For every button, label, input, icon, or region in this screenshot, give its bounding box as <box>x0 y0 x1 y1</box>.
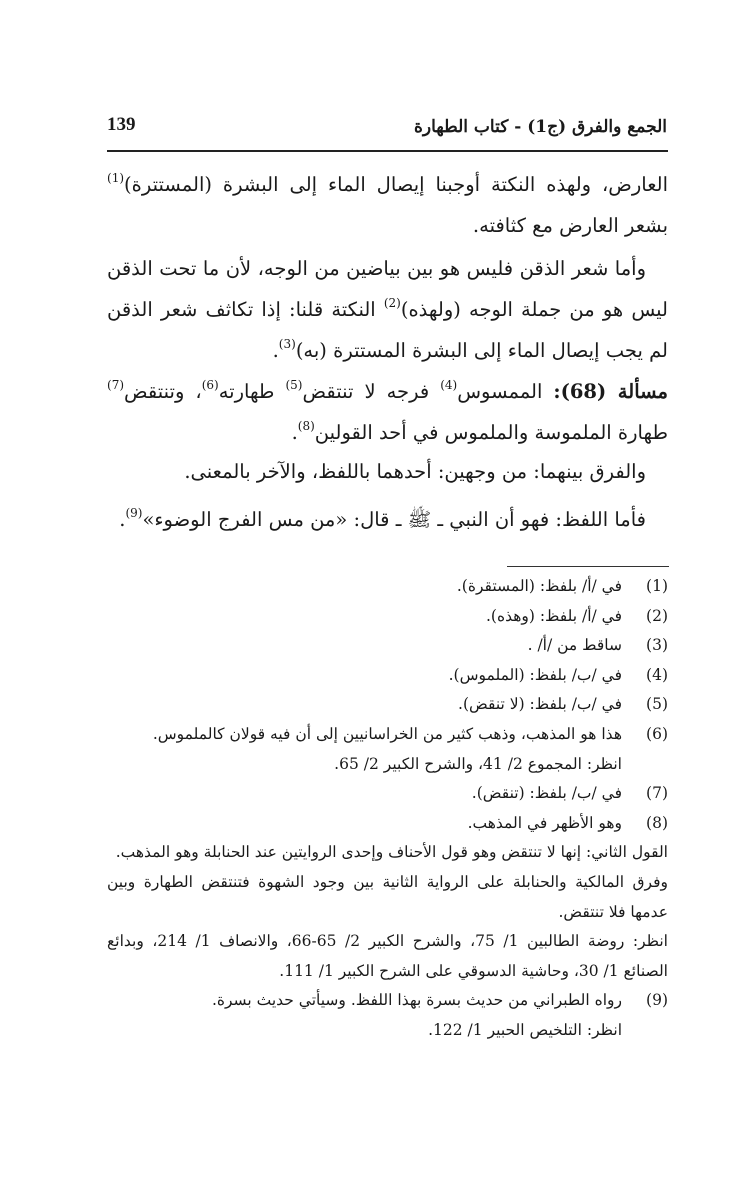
footnote-number: (7) <box>646 784 668 803</box>
text: النكتة قلنا: إذا تكاثف شعر الذقن لم يجب إيصال الماء إلى البشرة المستترة (به) <box>107 298 668 362</box>
footnote-6 <box>107 720 668 779</box>
text: ، وتنتقض <box>124 380 202 403</box>
footnote-number: (2) <box>646 606 668 625</box>
text: والفرق بينهما: من وجهين: أحدهما باللفظ، والآخر بالمعنى. <box>184 460 646 483</box>
footnote-4 <box>107 661 668 691</box>
footnote-8 <box>107 809 668 839</box>
footnote-line: انظر: التلخيص الحبير 1/ 122. <box>428 1020 622 1039</box>
footnote-text: في /أ/ بلفظ: (المستقرة). <box>456 577 622 595</box>
paragraph-4 <box>107 451 668 492</box>
text: فأما اللفظ: فهو أن النبي ـ ﷺ ـ قال: «من مس الفرج الوضوء» <box>142 508 646 531</box>
footnote-line: انظر: روضة الطالبين 1/ 75، والشرح الكبير 2/ 65-66، والانصاف 1/ 214، وبدائع الصنائع 1/ 30، وحاشية الدسوقي على الشرح الكبير 1/ 111. <box>107 932 668 980</box>
text: . <box>272 339 279 362</box>
footnote-ref[interactable]: (8) <box>297 418 315 433</box>
footnote-ref[interactable]: (5) <box>285 377 303 392</box>
footnote-5 <box>107 690 668 720</box>
text: الممسوس <box>457 380 554 403</box>
footnote-line: انظر: المجموع 2/ 41، والشرح الكبير 2/ 65. <box>334 754 622 773</box>
footnote-number: (9) <box>646 991 668 1010</box>
text: وأما شعر الذقن فليس هو بين بياضين من الوجه، لأن ما تحت الذقن ليس هو من جملة الوجه (ولهذه) <box>107 257 668 321</box>
footnote-text: في /ب/ بلفظ: (لا تنقض). <box>458 695 622 714</box>
footnote-line: هذا هو المذهب، وذهب كثير من الخراسانيين إلى أن فيه قولان كالملموس. <box>152 724 622 743</box>
footnote-ref[interactable]: (9) <box>125 505 143 520</box>
text: العارض، ولهذه النكتة أوجبنا إيصال الماء إلى البشرة (المستترة) <box>124 173 668 196</box>
text: . <box>291 421 298 444</box>
footnote-2 <box>107 602 668 632</box>
footnote-9 <box>107 986 668 1045</box>
footnote-3 <box>107 631 668 661</box>
masala-label: مسألة (68): <box>553 380 668 403</box>
footnote-number: (4) <box>646 665 668 684</box>
footnote-1 <box>107 572 668 602</box>
footnote-ref[interactable]: (4) <box>440 377 458 392</box>
footnote-separator <box>507 566 669 567</box>
text: . <box>119 508 126 531</box>
page-number: 139 <box>107 114 136 135</box>
footnote-ref[interactable]: (7) <box>107 377 125 392</box>
footnote-line: وفرق المالكية والحنابلة على الرواية الثانية بين وجود الشهوة فتنتقض الطهارة وبين عدمها فلا تنتقض. <box>107 872 668 921</box>
footnote-number: (5) <box>646 695 668 714</box>
footnotes <box>107 572 668 1046</box>
footnote-text: في /ب/ بلفظ: (الملموس). <box>448 665 622 684</box>
footnote-number: (8) <box>646 813 668 832</box>
footnote-8-continuation <box>107 838 668 986</box>
paragraph-masala-68 <box>107 371 668 453</box>
footnote-ref[interactable]: (2) <box>383 295 401 310</box>
text: فرجه لا تنتقض <box>302 380 441 403</box>
footnote-ref[interactable]: (6) <box>201 377 219 392</box>
text: طهارة الملموسة والملموس في أحد القولين <box>314 421 668 444</box>
running-header-title: الجمع والفرق (ج1) - كتاب الطهارة <box>414 117 667 137</box>
header-rule <box>107 150 668 152</box>
footnote-text <box>107 986 622 1045</box>
footnote-7 <box>107 779 668 809</box>
text: بشعر العارض مع كثافته. <box>472 214 668 237</box>
paragraph-5 <box>107 499 668 540</box>
footnote-number: (1) <box>646 577 668 595</box>
paragraph-1 <box>107 164 668 246</box>
footnote-ref[interactable]: (3) <box>278 336 296 351</box>
footnote-line: القول الثاني: إنها لا تنتقض وهو قول الأحناف وإحدى الروايتين عند الحنابلة وهو المذهب. <box>115 843 668 862</box>
footnote-text: ساقط من /أ/ . <box>527 636 622 655</box>
footnote-text: في /ب/ بلفظ: (تنقض). <box>471 784 622 803</box>
footnote-line: رواه الطبراني من حديث بسرة بهذا اللفظ. وسيأتي حديث بسرة. <box>211 991 622 1010</box>
footnote-number: (3) <box>646 636 668 655</box>
paragraph-2 <box>107 248 668 371</box>
footnote-text: في /أ/ بلفظ: (وهذه). <box>485 606 622 625</box>
footnote-number: (6) <box>646 724 668 743</box>
footnote-text: وهو الأظهر في المذهب. <box>467 813 622 832</box>
footnote-ref[interactable]: (1) <box>107 170 125 185</box>
text: طهارته <box>218 380 286 403</box>
footnote-text <box>107 720 622 779</box>
